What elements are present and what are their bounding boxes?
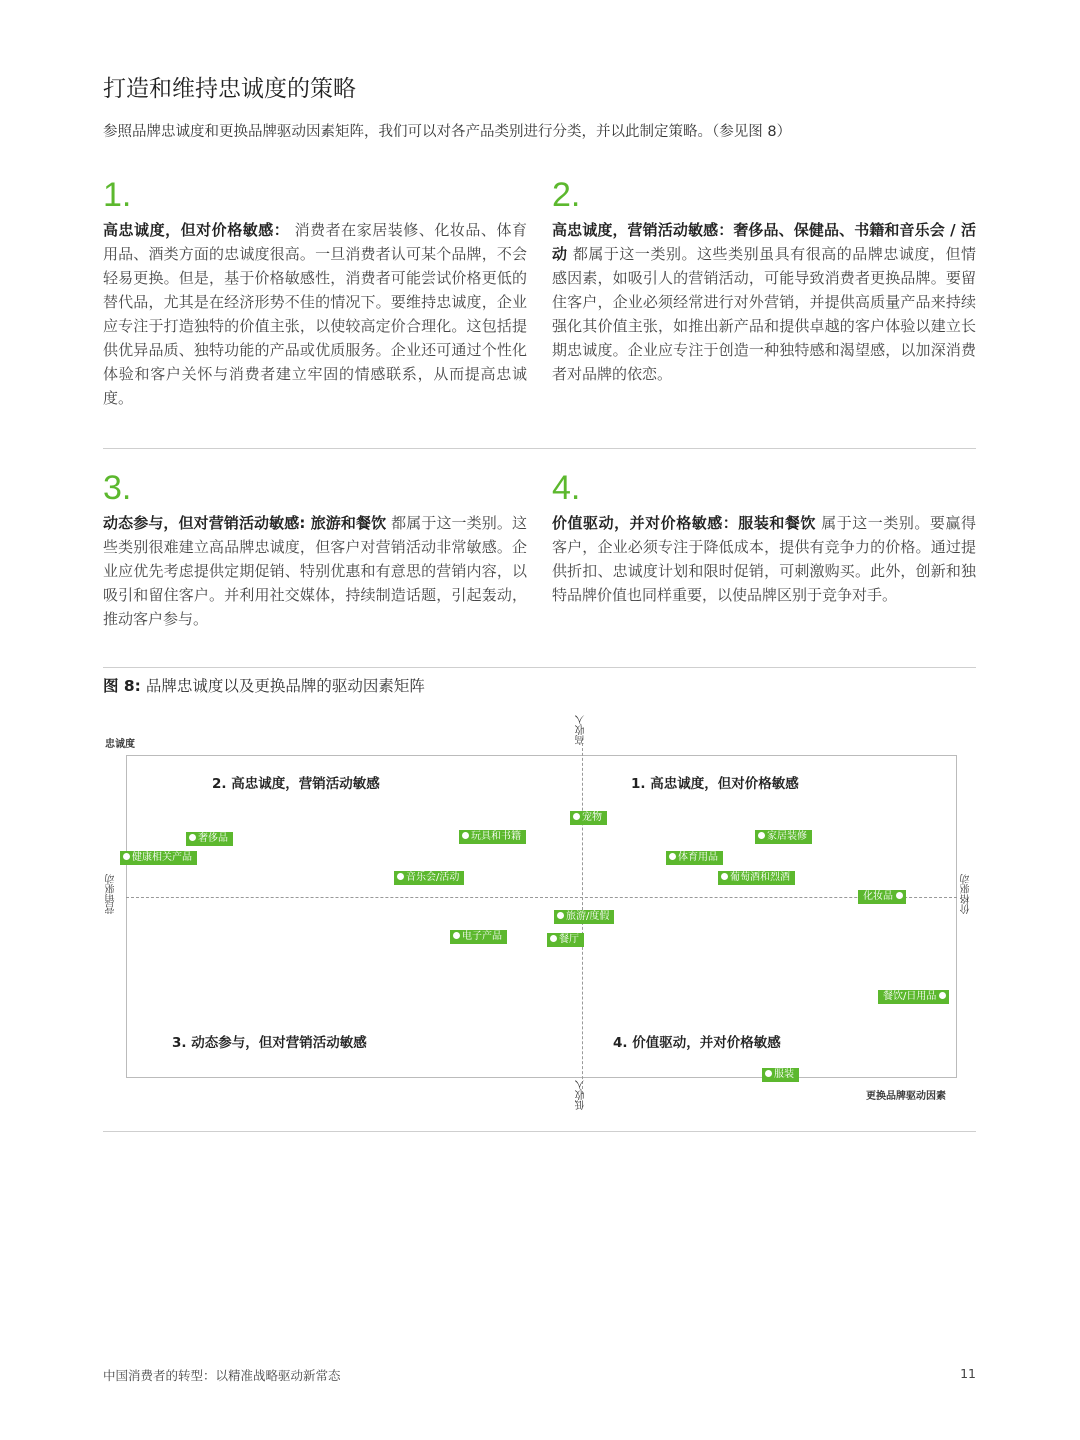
category-tag: 奢侈品 — [186, 832, 233, 846]
horizontal-axis — [126, 897, 957, 898]
section-heading: 高忠诚度，但对价格敏感： — [103, 221, 290, 239]
section-1 — [103, 178, 527, 410]
category-tag: 家居装修 — [755, 830, 812, 844]
dot-icon — [765, 1070, 772, 1077]
section-number: 3. — [103, 469, 132, 507]
footer-text: 中国消费者的转型：以精准战略驱动新常态 — [103, 1368, 341, 1383]
bottom-axis-label: 低收入 — [576, 1080, 587, 1110]
dot-icon — [453, 932, 460, 939]
figure-bottom-divider — [103, 1131, 976, 1132]
dot-icon — [573, 813, 580, 820]
dot-icon — [397, 873, 404, 880]
intro-text: 参照品牌忠诚度和更换品牌驱动因素矩阵，我们可以对各产品类别进行分类，并以此制定策略。（参见图 8） — [103, 124, 792, 140]
dot-icon — [721, 873, 728, 880]
section-heading: 价值驱动，并对价格敏感：服装和餐饮 — [552, 514, 816, 532]
figure-caption: 品牌忠诚度以及更换品牌的驱动因素矩阵 — [145, 677, 425, 695]
x-axis-label: 更换品牌驱动因素 — [866, 1091, 946, 1102]
section-text: 都属于这一类别。这些类别虽具有很高的品牌忠诚度，但情感因素，如吸引人的营销活动，可能导致消费者更换品牌。要留住客户，企业必须经常进行对外营销，并提供高质量产品来持续强化其价值主张，如推出新产品和提供卓越的客户体验以建立长期忠诚度。企业应专注于创造一种独特感和渴望感，以加深消费者对品牌的依恋。 — [552, 245, 976, 383]
section-2 — [552, 178, 976, 386]
section-number: 2. — [552, 176, 581, 214]
section-body — [552, 218, 976, 386]
category-tag: 葡萄酒和烈酒 — [718, 871, 795, 885]
dot-icon — [557, 912, 564, 919]
section-text: 都属于这一类别。这些类别很难建立高品牌忠诚度，但客户对营销活动非常敏感。企业应优先考虑提供定期促销、特别优惠和有意思的营销内容，以吸引和留住客户。并利用社交媒体，持续制造话题，引起轰动，推动客户参与。 — [103, 514, 527, 628]
dot-icon — [189, 834, 196, 841]
category-tag: 健康相关产品 — [120, 851, 197, 865]
dot-icon — [758, 832, 765, 839]
dot-icon — [123, 853, 130, 860]
section-heading: 高忠诚度，营销活动敏感：奢侈品、保健品、书籍和音乐会 / 活动 — [552, 221, 976, 263]
dot-icon — [550, 935, 557, 942]
section-body — [103, 511, 527, 631]
category-tag: 化妆品 — [858, 890, 906, 904]
quadrant-2-label: 2. 高忠诚度，营销活动敏感 — [212, 776, 380, 792]
section-number: 1. — [103, 176, 132, 214]
figure-label: 图 8: — [103, 677, 141, 695]
page-title: 打造和维持忠诚度的策略 — [103, 76, 356, 102]
category-tag: 旅游/度假 — [554, 910, 614, 924]
matrix-frame — [126, 755, 957, 1078]
category-tag: 电子产品 — [450, 930, 507, 944]
category-tag: 餐厅 — [547, 933, 584, 947]
section-text: 属于这一类别。要赢得客户，企业必须专注于降低成本，提供有竞争力的价格。通过提供折扣、忠诚度计划和限时促销，可刺激购买。此外，创新和独特品牌价值也同样重要，以使品牌区别于竞争对手。 — [552, 514, 976, 604]
section-number: 4. — [552, 469, 581, 507]
quadrant-3-label: 3. 动态参与，但对营销活动敏感 — [172, 1035, 367, 1051]
section-3 — [103, 471, 527, 631]
quadrant-4-label: 4. 价值驱动，并对价格敏感 — [613, 1035, 781, 1051]
section-heading: 动态参与，但对营销活动敏感: 旅游和餐饮 — [103, 514, 387, 532]
left-axis-label: 营销驱动 — [106, 874, 117, 914]
section-body — [552, 511, 976, 607]
dot-icon — [462, 832, 469, 839]
category-tag: 服装 — [762, 1068, 799, 1082]
category-tag: 音乐会/活动 — [394, 871, 464, 885]
section-text: 消费者在家居装修、化妆品、体育用品、酒类方面的忠诚度很高。一旦消费者认可某个品牌，不会轻易更换。但是，基于价格敏感性，消费者可能尝试价格更低的替代品，尤其是在经济形势不佳的情况下。要维持忠诚度，企业应专注于打造独特的价值主张，以使较高定价合理化。这包括提供优异品质、独特功能的产品或优质服务。企业还可通过个性化体验和客户关怀与消费者建立牢固的情感联系，从而提高忠诚度。 — [103, 221, 527, 407]
category-tag: 餐饮/日用品 — [878, 990, 949, 1004]
right-axis-label: 价格驱动 — [961, 874, 972, 914]
y-axis-label: 忠诚度 — [105, 739, 135, 750]
section-4 — [552, 471, 976, 607]
section-divider — [103, 448, 976, 449]
page-number: 11 — [960, 1366, 976, 1381]
section-body — [103, 218, 527, 410]
category-tag: 宠物 — [570, 811, 607, 825]
category-tag: 体育用品 — [666, 851, 723, 865]
dot-icon — [669, 853, 676, 860]
category-tag: 玩具和书籍 — [459, 830, 526, 844]
quadrant-1-label: 1. 高忠诚度，但对价格敏感 — [631, 776, 799, 792]
top-axis-label: 高收入 — [576, 715, 587, 745]
figure-title — [103, 674, 425, 696]
dot-icon — [896, 892, 903, 899]
dot-icon — [939, 992, 946, 999]
figure-divider — [103, 667, 976, 668]
